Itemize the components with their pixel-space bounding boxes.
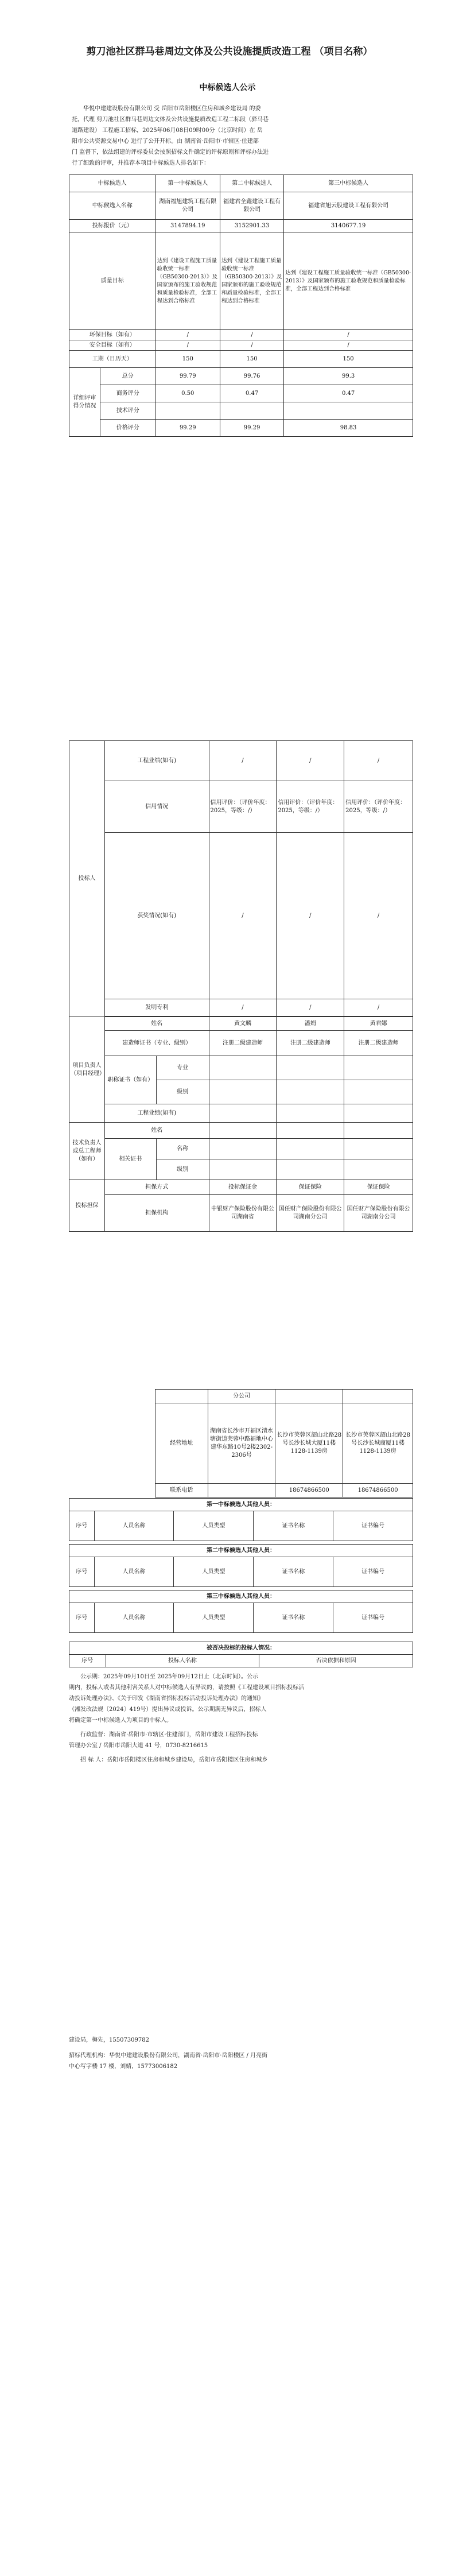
duration-cell: 150 (220, 351, 283, 368)
header-cell: 第一中标候选人 (155, 175, 220, 192)
row-label: 信用情况 (104, 781, 209, 833)
col-header: 人员类型 (174, 1511, 254, 1541)
row-label: 价格评分 (100, 420, 155, 437)
branch-cell (343, 1390, 413, 1403)
patent-cell: / (209, 999, 277, 1017)
row-label: 职称证书（如有） (104, 1056, 156, 1104)
empty-cell (277, 1056, 344, 1080)
phone-cell: 18674866500 (275, 1484, 343, 1498)
footer-line: 管理办公室 / 岳阳市岳阳大道 41 号，0730-8216615 (69, 1743, 208, 1749)
pm-group-label: 项目负责人（项目经理） (69, 1017, 105, 1123)
header-cell: 第三中标候选人 (284, 175, 413, 192)
header-cell: 中标候选人 (69, 175, 156, 192)
row-label: 姓名 (104, 1123, 209, 1139)
footer-line: 期内，投标人或者其他利害关系人对中标候选人有异议的，请按照《工程建设项目招标投标活 (69, 1685, 304, 1691)
guarantee-method: 保证保险 (277, 1180, 344, 1195)
footer-line: 招标代理机构：华悦中建建设股份有限公司，湖南省·岳阳市·岳阳楼区 / 月亮街 (69, 2053, 268, 2059)
biz-score: 0.50 (155, 385, 220, 402)
page-title: 剪刀池社区群马巷周边文体及公共设施提质改造工程 （项目名称） (86, 46, 373, 57)
address-cell: 长沙市芙蓉区韶山北路28号长沙长城商厦11楼1128-1139房 (343, 1403, 413, 1484)
price-score: 99.29 (155, 420, 220, 437)
row-label: 安全目标（如有） (69, 340, 156, 351)
header-cell: 第二中标候选人 (220, 175, 283, 192)
col-header: 证书编号 (333, 1557, 413, 1587)
empty-cell (277, 1080, 344, 1104)
row-label: 名称 (156, 1139, 209, 1159)
pm-cert: 注册二级建造师 (277, 1031, 344, 1056)
footer-line: 招 标 人：岳阳市岳阳楼区住房和城乡建设局，岳阳市岳阳楼区住房和城乡 (80, 1757, 268, 1763)
row-label: 级别 (156, 1080, 209, 1104)
empty-cell (277, 1123, 344, 1139)
row-label: 质量目标 (69, 232, 156, 330)
tech-group-label: 技术负责人或总工程师（如有） (69, 1123, 105, 1180)
safety-cell: / (284, 340, 413, 351)
personnel-table-3 (69, 1590, 413, 1633)
credit-cell: 信用评价：（评价年度：2025，等级：/） (209, 781, 277, 833)
guarantor: 国任财产保险股份有限公司湖南分公司 (277, 1195, 344, 1232)
footer-line: 中心写字楼 17 楼，刘婧，15773006182 (69, 2063, 178, 2070)
env-cell: / (284, 330, 413, 340)
total-score: 99.76 (220, 368, 283, 385)
col-header: 序号 (69, 1511, 95, 1541)
empty-cell (209, 1139, 277, 1159)
row-label: 级别 (156, 1159, 209, 1180)
guarantee-method: 保证保险 (344, 1180, 413, 1195)
row-label: 总分 (100, 368, 155, 385)
quality-cell: 达到《建设工程施工质量验收统一标准（GB50300-2013）》及国家颁布的施工验收规范和质量检验标准，全部工程达到合格标准 (284, 232, 413, 330)
patent-cell: / (344, 999, 413, 1017)
intro-paragraph (72, 103, 413, 169)
empty-cell (344, 1080, 413, 1104)
col-header: 证书编号 (333, 1511, 413, 1541)
row-label: 工程业绩(如有) (104, 741, 209, 781)
row-label: 专业 (156, 1056, 209, 1080)
contact-table (155, 1389, 413, 1498)
biz-score: 0.47 (220, 385, 283, 402)
score-group-label: 详细评审得分情况 (69, 368, 100, 437)
row-label: 商务评分 (100, 385, 155, 402)
guarantor: 国任财产保险股份有限公司湖南分公司 (344, 1195, 413, 1232)
row-label: 联系电话 (155, 1484, 208, 1498)
col-header: 人员类型 (174, 1557, 254, 1587)
bidder-group-label: 投标人 (69, 741, 105, 1017)
col-header: 证书名称 (254, 1557, 333, 1587)
footer-block (69, 1671, 413, 1766)
credit-cell: 信用评价：（评价年度：2025，等级：/） (277, 781, 344, 833)
row-label: 经营地址 (155, 1403, 208, 1484)
empty-cell (155, 1390, 208, 1403)
section-heading: 第一中标候选人其他人员： (69, 1499, 413, 1511)
price-cell: 3147894.19 (155, 220, 220, 232)
intro-line: 托，代理 剪刀池社区群马巷周边文体及公共设施提质改造工程二标段（驿马巷 (72, 117, 269, 123)
col-header: 证书编号 (333, 1603, 413, 1633)
address-cell: 长沙市芙蓉区韶山北路28号长沙长城大厦11楼1128-1139房 (275, 1403, 343, 1484)
footer-line: 公示期：2025年09月10日至 2025年09月12日止（北京时间）。公示 (80, 1674, 258, 1680)
row-label: 担保机构 (104, 1195, 209, 1232)
col-header: 人员名称 (94, 1557, 174, 1587)
quality-cell: 达到《建设工程施工质量验收统一标准（GB50300-2013）》及国家颁布的施工验收规范和质量检验标准，全部工程达到合格标准 (155, 232, 220, 330)
intro-line: 门 监督下，依法组建的评标委员会按照招标文件确定的评标原则和评标办法进 (72, 149, 269, 156)
empty-cell (344, 1159, 413, 1180)
safety-cell: / (155, 340, 220, 351)
empty-cell (209, 1104, 277, 1123)
empty-cell (209, 1159, 277, 1180)
row-label: 相关证书 (104, 1139, 156, 1180)
footer-line: 将确定第一中标候选人为项目的中标人。 (69, 1717, 172, 1724)
footer-line: 行政监督：湖南省·岳阳市·市辖区·住建部门，岳阳市建设工程招标投标 (80, 1732, 258, 1738)
row-label: 担保方式 (104, 1180, 209, 1195)
row-label: 建造师证书（专业、级别） (104, 1031, 209, 1056)
candidate-name: 湖南福旭建筑工程有限公司 (155, 192, 220, 220)
row-label: 技术评分 (100, 402, 155, 420)
quality-cell: 达到《建设工程施工质量验收统一标准（GB50300-2013）》及国家颁布的施工验收规范和质量检验标准，全部工程达到合格标准 (220, 232, 283, 330)
row-label: 工程业绩(如有) (104, 1104, 209, 1123)
biz-score: 0.47 (284, 385, 413, 402)
rejected-bidders-table (69, 1642, 413, 1667)
empty-cell (277, 1104, 344, 1123)
total-score: 99.3 (284, 368, 413, 385)
phone-cell: 18674866500 (343, 1484, 413, 1498)
col-header: 证书名称 (254, 1603, 333, 1633)
empty-cell (209, 1080, 277, 1104)
col-header: 序号 (69, 1557, 95, 1587)
duration-cell: 150 (284, 351, 413, 368)
col-header: 证书名称 (254, 1511, 333, 1541)
award-cell: / (209, 833, 277, 999)
empty-cell (344, 1139, 413, 1159)
col-header: 人员类型 (174, 1603, 254, 1633)
row-label: 环保目标（如有） (69, 330, 156, 340)
col-header: 序号 (69, 1603, 95, 1633)
duration-cell: 150 (155, 351, 220, 368)
section-heading: 被否决投标的投标人情况： (69, 1642, 413, 1655)
personnel-table-2 (69, 1544, 413, 1587)
intro-line: 道路建设） 工程施工招标，2025年06月08日09时00分（北京时间）在 岳 (72, 127, 263, 134)
empty-cell (344, 1123, 413, 1139)
empty-cell (344, 1104, 413, 1123)
candidate-name: 福建君全鑫建设工程有限公司 (220, 192, 283, 220)
credit-cell: 信用评价：（评价年度：2025，等级：/） (344, 781, 413, 833)
row-label: 获奖情况(如有) (104, 833, 209, 999)
intro-line: 行了细致的评审，并推荐本项目中标候选人排名如下： (72, 160, 209, 166)
col-header: 序号 (69, 1655, 106, 1667)
empty-cell (209, 1123, 277, 1139)
pm-name: 黄君娜 (344, 1017, 413, 1031)
page-subtitle: 中标候选人公示 (199, 83, 256, 92)
section-heading: 第三中标候选人其他人员： (69, 1590, 413, 1603)
tech-score (220, 402, 283, 420)
row-label: 投标报价（元） (69, 220, 156, 232)
safety-cell: / (220, 340, 283, 351)
footer-line: 建设局，梅先，15507309782 (69, 2037, 149, 2043)
tech-score (155, 402, 220, 420)
row-label: 发明专利 (104, 999, 209, 1017)
price-cell: 3140677.19 (284, 220, 413, 232)
empty-cell (344, 1056, 413, 1080)
price-cell: 3152901.33 (220, 220, 283, 232)
intro-line: 阳市公共资源交易中心 进行了公开开标。由 湖南省·岳阳市·市辖区·住建部 (72, 138, 259, 145)
footer-line: 动投诉处理办法》、《关于印发《湖南省招标投标活动投诉处理办法》的通知》 (69, 1696, 264, 1702)
env-cell: / (155, 330, 220, 340)
env-cell: / (220, 330, 283, 340)
empty-cell (277, 1139, 344, 1159)
patent-cell: / (277, 999, 344, 1017)
branch-cell (275, 1390, 343, 1403)
address-cell: 湖南省长沙市开福区清水塘街道芙蓉中路福地中心建华东路10号2楼2302-2306号 (208, 1403, 275, 1484)
award-cell: / (277, 833, 344, 999)
candidate-name: 福建省旭云股建设工程有限公司 (284, 192, 413, 220)
perf-cell: / (277, 741, 344, 781)
pm-cert: 注册二级建造师 (209, 1031, 277, 1056)
branch-cell: 分公司 (208, 1390, 275, 1403)
phone-cell (208, 1484, 275, 1498)
price-score: 99.29 (220, 420, 283, 437)
price-score: 98.83 (284, 420, 413, 437)
pm-name: 潘娟 (277, 1017, 344, 1031)
col-header: 人员名称 (94, 1511, 174, 1541)
col-header: 投标人名称 (106, 1655, 259, 1667)
row-label: 中标候选人名称 (69, 192, 156, 220)
pm-name: 黄文麟 (209, 1017, 277, 1031)
candidates-table (69, 174, 413, 437)
perf-cell: / (209, 741, 277, 781)
col-header: 否决依据和原因 (259, 1655, 413, 1667)
pm-cert: 注册二级建造师 (344, 1031, 413, 1056)
row-label: 工期（日历天） (69, 351, 156, 368)
footer-line: （湘发改法规〔2024〕419号）提出异议或投诉。公示期满无异议后，招标人 (69, 1706, 267, 1713)
guarantee-method: 投标保证金 (209, 1180, 277, 1195)
col-header: 人员名称 (94, 1603, 174, 1633)
footer-continued (69, 2035, 413, 2072)
bidder-details-table (69, 740, 413, 1232)
personnel-table-1 (69, 1498, 413, 1541)
guarantee-group-label: 投标担保 (69, 1180, 105, 1232)
perf-cell: / (344, 741, 413, 781)
guarantor: 中银财产保险股份有限公司湖南省 (209, 1195, 277, 1232)
intro-line: 华悦中建建设股份有限公司 受 岳阳市岳阳楼区住房和城乡建设局 的委 (83, 106, 261, 112)
tech-score (284, 402, 413, 420)
empty-cell (277, 1159, 344, 1180)
total-score: 99.79 (155, 368, 220, 385)
section-heading: 第二中标候选人其他人员： (69, 1545, 413, 1557)
empty-cell (209, 1056, 277, 1080)
row-label: 姓名 (104, 1017, 209, 1031)
award-cell: / (344, 833, 413, 999)
